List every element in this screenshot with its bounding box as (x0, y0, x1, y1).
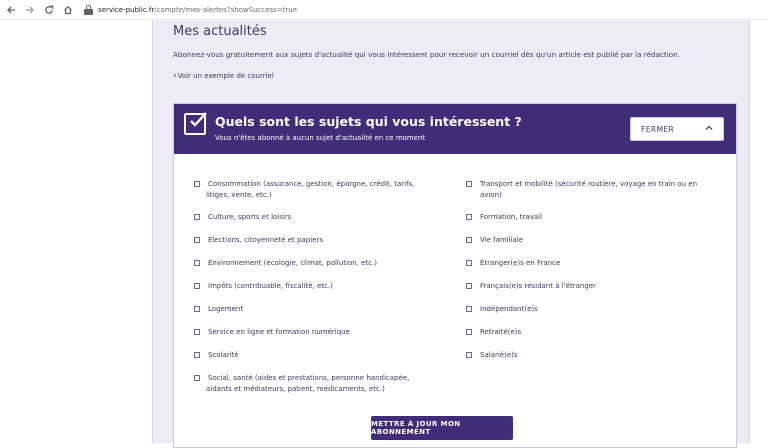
address-bar[interactable] (84, 2, 297, 18)
option-item (194, 235, 323, 246)
option-checkbox[interactable] (194, 260, 200, 266)
option-checkbox[interactable] (466, 306, 472, 312)
option-checkbox[interactable] (466, 352, 472, 358)
chevron-right-icon: › (173, 71, 177, 81)
option-checkbox[interactable] (194, 181, 200, 187)
option-item (466, 350, 518, 361)
option-label: Français(e)s résidant à l'étranger (480, 282, 596, 290)
option-checkbox[interactable] (194, 352, 200, 358)
option-label: Environnement (écologie, climat, pollution, etc.) (208, 259, 378, 267)
subscription-panel (173, 103, 737, 448)
panel-title: Quels sont les sujets qui vous intéressent ? (215, 114, 522, 129)
update-subscription-button[interactable] (371, 416, 513, 440)
checkbox-tick-icon (184, 113, 206, 135)
option-checkbox[interactable] (466, 260, 472, 266)
option-checkbox[interactable] (194, 214, 200, 220)
option-label: Retraité(e)s (480, 328, 522, 336)
option-label: Service en ligne et formation numérique (208, 328, 350, 336)
forward-arrow-icon[interactable] (22, 2, 38, 18)
option-label: Impôts (contribuable, fiscalité, etc.) (208, 282, 333, 290)
browser-toolbar (0, 0, 768, 20)
option-checkbox[interactable] (466, 181, 472, 187)
option-label: Logement (208, 305, 244, 313)
close-button-label: FERMER (641, 124, 675, 134)
url-host: service-public.fr (98, 5, 155, 14)
option-checkbox[interactable] (466, 283, 472, 289)
option-item (466, 212, 542, 223)
option-checkbox[interactable] (466, 214, 472, 220)
example-link-label: Voir un exemple de courriel (177, 72, 274, 80)
option-label: Scolarité (208, 351, 239, 359)
option-label: Étranger(e)s en France (480, 259, 561, 267)
option-checkbox[interactable] (194, 329, 200, 335)
option-label: Vie familiale (480, 236, 524, 244)
chevron-up-icon (705, 124, 713, 132)
option-label: Consommation (assurance, gestion, épargne, crédit, tarifs, litiges, vente, etc.) (206, 180, 415, 199)
option-item (194, 179, 414, 201)
option-item (194, 258, 377, 269)
panel-header (174, 104, 736, 154)
option-item (466, 304, 538, 315)
option-checkbox[interactable] (194, 237, 200, 243)
option-checkbox[interactable] (194, 306, 200, 312)
option-item (466, 327, 521, 338)
option-label: Elections, citoyenneté et papiers (208, 236, 323, 244)
intro-text: Abonnez-vous gratuitement aux sujets d'actualité qui vous intéressent pour recevoir un courriel dès qu'un article est publié par la rédaction. (173, 50, 680, 59)
reload-icon[interactable] (41, 2, 57, 18)
main-content (152, 20, 750, 443)
page (0, 20, 768, 443)
option-checkbox[interactable] (466, 237, 472, 243)
option-label: Social, santé (aides et prestations, personne handicapée, aidants et médiateurs, patient, médicaments, etc.) (206, 374, 410, 393)
option-item (194, 304, 243, 315)
page-title: Mes actualités (173, 24, 267, 39)
close-button[interactable] (630, 117, 724, 141)
option-label: Formation, travail (480, 213, 543, 221)
option-item (466, 235, 523, 246)
option-checkbox[interactable] (194, 283, 200, 289)
lock-icon (84, 5, 93, 15)
back-arrow-icon[interactable] (3, 2, 19, 18)
panel-subtitle: Vous n'êtes abonné à aucun sujet d'actualité en ce moment (215, 134, 426, 142)
option-item (194, 373, 409, 395)
home-icon[interactable] (60, 2, 76, 18)
example-email-link[interactable] (173, 71, 274, 81)
option-label: Culture, sports et loisirs (208, 213, 292, 221)
option-checkbox[interactable] (466, 329, 472, 335)
option-label: Salarié(e)s (480, 351, 518, 359)
option-item (194, 327, 350, 338)
option-item (194, 212, 291, 223)
option-item (466, 258, 560, 269)
option-item (194, 350, 239, 361)
update-subscription-label: METTRE À JOUR MON ABONNEMENT (371, 420, 461, 436)
option-item (194, 281, 333, 292)
option-item (466, 281, 596, 292)
option-item (466, 179, 697, 201)
url-path: /compte/mes-alertes?showSuccess=true (154, 5, 298, 14)
option-label: Indépendant(e)s (480, 305, 538, 313)
option-label: Transport et mobilité (sécurité routière, voyage en train ou en avion) (480, 180, 697, 199)
option-checkbox[interactable] (194, 375, 200, 381)
url-text (98, 6, 297, 14)
